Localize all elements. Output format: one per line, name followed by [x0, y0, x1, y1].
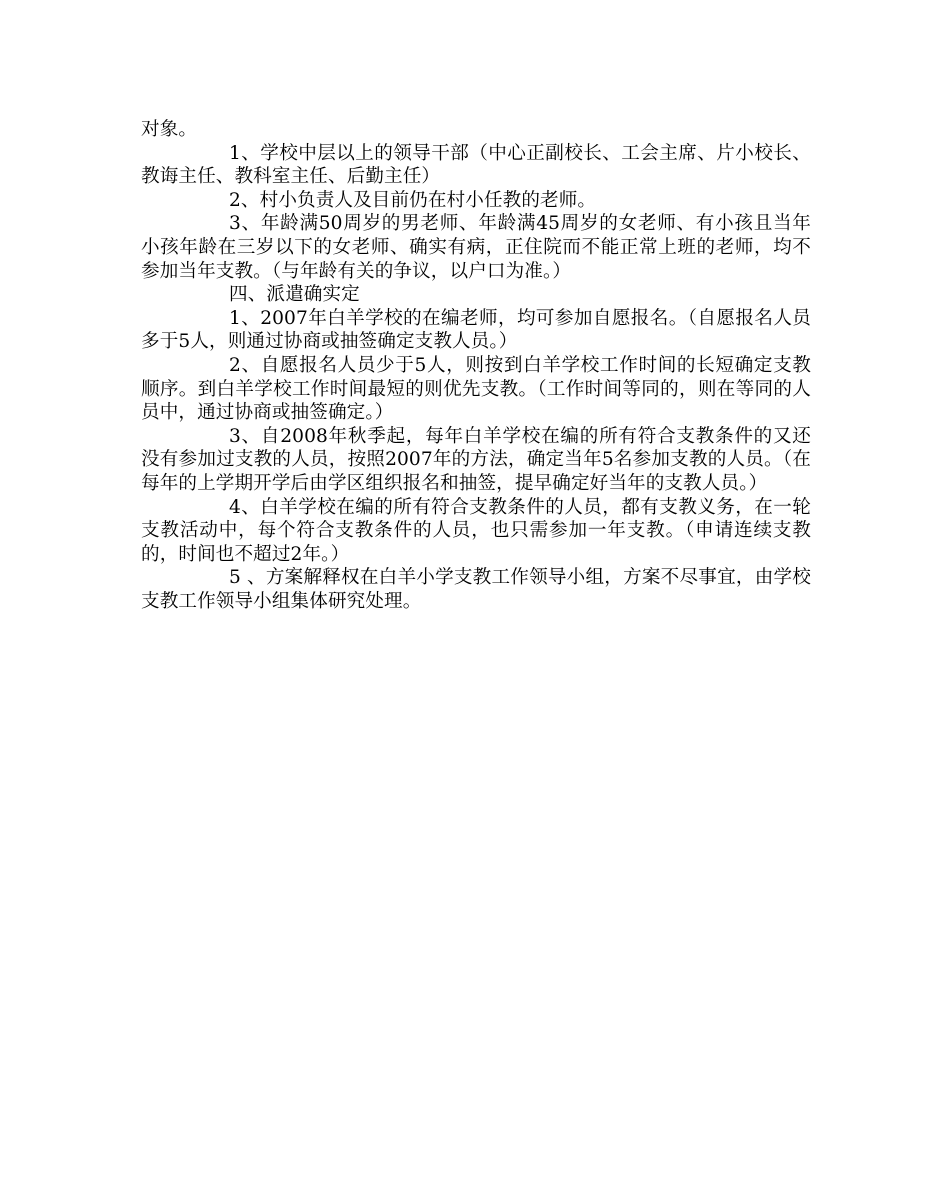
paragraph-dispatch-1: 1、2007年白羊学校的在编老师，均可参加自愿报名。（自愿报名人员多于5人，则通过协商或抽签确定支教人员。）	[141, 307, 811, 353]
section-heading: 四、派遣确实定	[229, 284, 360, 306]
document-body	[141, 118, 811, 613]
paragraph-dispatch-5: 5 、方案解释权在白羊小学支教工作领导小组，方案不尽事宜，由学校支教工作领导小组集体研究处理。	[141, 567, 811, 612]
paragraph-item-3: 3、年龄满50周岁的男老师、年龄满45周岁的女老师、有小孩且当年小孩年龄在三岁以下的女老师、确实有病，正住院而不能正常上班的老师，均不参加当年支教。（与年龄有关的争议，以户口为准。）	[141, 213, 811, 282]
paragraph-item-2: 2、村小负责人及目前仍在村小任教的老师。	[229, 189, 597, 211]
paragraph-dispatch-2: 2、自愿报名人员少于5人，则按到白羊学校工作时间的长短确定支教顺序。到白羊学校工作时间最短的则优先支教。（工作时间等同的，则在等同的人员中，通过协商或抽签确定。）	[141, 354, 811, 424]
paragraph-dispatch-4: 4、白羊学校在编的所有符合支教条件的人员，都有支教义务，在一轮支教活动中，每个符合支教条件的人员，也只需参加一年支教。（申请连续支教的，时间也不超过2年。）	[141, 496, 811, 565]
paragraph-dispatch-3: 3、自2008年秋季起，每年白羊学校在编的所有符合支教条件的又还没有参加过支教的人员，按照2007年的方法，确定当年5名参加支教的人员。（在每年的上学期开学后由学区组织报名和抽签，提早确定好当年的支教人员。）	[141, 425, 811, 494]
paragraph-item-1: 1、学校中层以上的领导干部（中心正副校长、工会主席、片小校长、教诲主任、教科室主任、后勤主任）	[141, 142, 811, 188]
paragraph-continuation: 对象。	[141, 119, 198, 140]
